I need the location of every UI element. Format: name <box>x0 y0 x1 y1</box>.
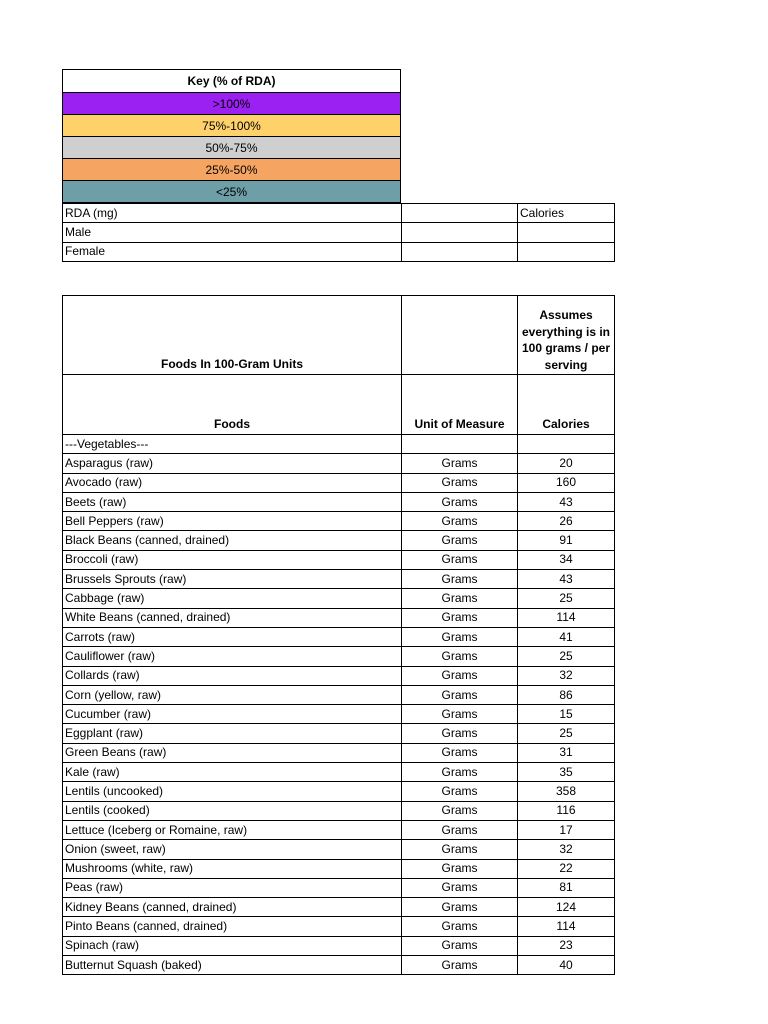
food-unit: Grams <box>402 531 518 550</box>
rda-cell-mid <box>402 204 518 223</box>
rda-cell-mid <box>402 242 518 261</box>
key-row <box>63 115 401 137</box>
food-row <box>63 492 615 511</box>
empty-cell <box>402 296 518 375</box>
food-row <box>63 917 615 936</box>
food-unit: Grams <box>402 743 518 762</box>
rda-cell-label: Male <box>63 223 402 242</box>
key-range-label: 75%-100% <box>63 115 401 137</box>
food-row <box>63 473 615 492</box>
food-calories: 91 <box>518 531 615 550</box>
key-header-row <box>63 70 401 93</box>
food-calories: 25 <box>518 589 615 608</box>
food-name: Onion (sweet, raw) <box>63 840 402 859</box>
rda-cell-label: Female <box>63 242 402 261</box>
foods-table <box>62 295 615 975</box>
food-name: Kale (raw) <box>63 763 402 782</box>
food-name: Cucumber (raw) <box>63 705 402 724</box>
food-unit: Grams <box>402 570 518 589</box>
food-unit: Grams <box>402 782 518 801</box>
food-row <box>63 956 615 975</box>
food-calories: 358 <box>518 782 615 801</box>
rda-cell-right <box>518 223 615 242</box>
rda-table <box>62 203 615 262</box>
food-calories: 25 <box>518 647 615 666</box>
food-unit: Grams <box>402 898 518 917</box>
food-name: Green Beans (raw) <box>63 743 402 762</box>
rda-cell-mid <box>402 223 518 242</box>
section-row <box>63 435 615 454</box>
food-calories: 25 <box>518 724 615 743</box>
food-name: Eggplant (raw) <box>63 724 402 743</box>
food-row <box>63 589 615 608</box>
food-row <box>63 840 615 859</box>
key-row <box>63 181 401 203</box>
food-row <box>63 878 615 897</box>
foods-header-row-2 <box>63 375 615 435</box>
food-unit: Grams <box>402 820 518 839</box>
food-row <box>63 724 615 743</box>
food-name: White Beans (canned, drained) <box>63 608 402 627</box>
food-name: Peas (raw) <box>63 878 402 897</box>
food-unit: Grams <box>402 840 518 859</box>
food-calories: 40 <box>518 956 615 975</box>
food-name: Broccoli (raw) <box>63 550 402 569</box>
food-calories: 160 <box>518 473 615 492</box>
food-name: Black Beans (canned, drained) <box>63 531 402 550</box>
food-calories: 86 <box>518 685 615 704</box>
food-unit: Grams <box>402 589 518 608</box>
food-row <box>63 743 615 762</box>
key-range-label: 25%-50% <box>63 159 401 181</box>
food-calories: 23 <box>518 936 615 955</box>
assumes-note: Assumes everything is in 100 grams / per serving <box>518 296 615 375</box>
food-unit: Grams <box>402 917 518 936</box>
key-range-label: >100% <box>63 93 401 115</box>
key-range-label: <25% <box>63 181 401 203</box>
rda-cell-right: Calories <box>518 204 615 223</box>
food-calories: 22 <box>518 859 615 878</box>
food-calories: 114 <box>518 917 615 936</box>
food-unit: Grams <box>402 608 518 627</box>
foods-column-header: Foods <box>63 375 402 435</box>
food-row <box>63 570 615 589</box>
food-row <box>63 512 615 531</box>
key-title: Key (% of RDA) <box>63 70 401 93</box>
food-row <box>63 820 615 839</box>
food-unit: Grams <box>402 512 518 531</box>
food-row <box>63 647 615 666</box>
food-calories: 43 <box>518 492 615 511</box>
food-name: Pinto Beans (canned, drained) <box>63 917 402 936</box>
food-name: Collards (raw) <box>63 666 402 685</box>
food-unit: Grams <box>402 666 518 685</box>
foods-table-title: Foods In 100-Gram Units <box>63 296 402 375</box>
food-calories: 124 <box>518 898 615 917</box>
empty-cell <box>402 435 518 454</box>
food-calories: 35 <box>518 763 615 782</box>
food-calories: 34 <box>518 550 615 569</box>
rda-cell-right <box>518 242 615 261</box>
food-unit: Grams <box>402 627 518 646</box>
food-calories: 43 <box>518 570 615 589</box>
food-name: Spinach (raw) <box>63 936 402 955</box>
food-row <box>63 782 615 801</box>
food-row <box>63 608 615 627</box>
food-unit: Grams <box>402 647 518 666</box>
food-name: Bell Peppers (raw) <box>63 512 402 531</box>
food-name: Corn (yellow, raw) <box>63 685 402 704</box>
food-unit: Grams <box>402 685 518 704</box>
food-calories: 17 <box>518 820 615 839</box>
food-unit: Grams <box>402 705 518 724</box>
food-calories: 26 <box>518 512 615 531</box>
food-name: Lentils (uncooked) <box>63 782 402 801</box>
food-unit: Grams <box>402 473 518 492</box>
food-calories: 116 <box>518 801 615 820</box>
rda-cell-label: RDA (mg) <box>63 204 402 223</box>
food-row <box>63 801 615 820</box>
food-unit: Grams <box>402 936 518 955</box>
food-unit: Grams <box>402 550 518 569</box>
key-range-label: 50%-75% <box>63 137 401 159</box>
food-unit: Grams <box>402 763 518 782</box>
food-row <box>63 627 615 646</box>
food-unit: Grams <box>402 454 518 473</box>
food-row <box>63 550 615 569</box>
food-unit: Grams <box>402 492 518 511</box>
food-name: Cauliflower (raw) <box>63 647 402 666</box>
food-name: Carrots (raw) <box>63 627 402 646</box>
key-row <box>63 137 401 159</box>
food-name: Beets (raw) <box>63 492 402 511</box>
food-row <box>63 685 615 704</box>
unit-column-header: Unit of Measure <box>402 375 518 435</box>
food-name: Avocado (raw) <box>63 473 402 492</box>
foods-header-row-1 <box>63 296 615 375</box>
food-row <box>63 936 615 955</box>
food-row <box>63 454 615 473</box>
food-name: Lettuce (Iceberg or Romaine, raw) <box>63 820 402 839</box>
calories-column-header: Calories <box>518 375 615 435</box>
food-unit: Grams <box>402 859 518 878</box>
section-label: ---Vegetables--- <box>63 435 402 454</box>
food-unit: Grams <box>402 801 518 820</box>
key-row <box>63 93 401 115</box>
food-name: Cabbage (raw) <box>63 589 402 608</box>
food-unit: Grams <box>402 956 518 975</box>
food-name: Asparagus (raw) <box>63 454 402 473</box>
food-name: Butternut Squash (baked) <box>63 956 402 975</box>
food-row <box>63 531 615 550</box>
rda-row <box>63 204 615 223</box>
food-calories: 32 <box>518 666 615 685</box>
food-calories: 15 <box>518 705 615 724</box>
food-calories: 41 <box>518 627 615 646</box>
food-name: Brussels Sprouts (raw) <box>63 570 402 589</box>
rda-row <box>63 223 615 242</box>
food-name: Mushrooms (white, raw) <box>63 859 402 878</box>
food-row <box>63 859 615 878</box>
food-calories: 81 <box>518 878 615 897</box>
rda-row <box>63 242 615 261</box>
food-name: Lentils (cooked) <box>63 801 402 820</box>
food-calories: 114 <box>518 608 615 627</box>
food-calories: 31 <box>518 743 615 762</box>
food-row <box>63 705 615 724</box>
food-name: Kidney Beans (canned, drained) <box>63 898 402 917</box>
key-table <box>62 69 401 203</box>
food-calories: 32 <box>518 840 615 859</box>
food-row <box>63 898 615 917</box>
key-row <box>63 159 401 181</box>
food-unit: Grams <box>402 724 518 743</box>
empty-cell <box>518 435 615 454</box>
food-unit: Grams <box>402 878 518 897</box>
food-calories: 20 <box>518 454 615 473</box>
food-row <box>63 763 615 782</box>
food-row <box>63 666 615 685</box>
